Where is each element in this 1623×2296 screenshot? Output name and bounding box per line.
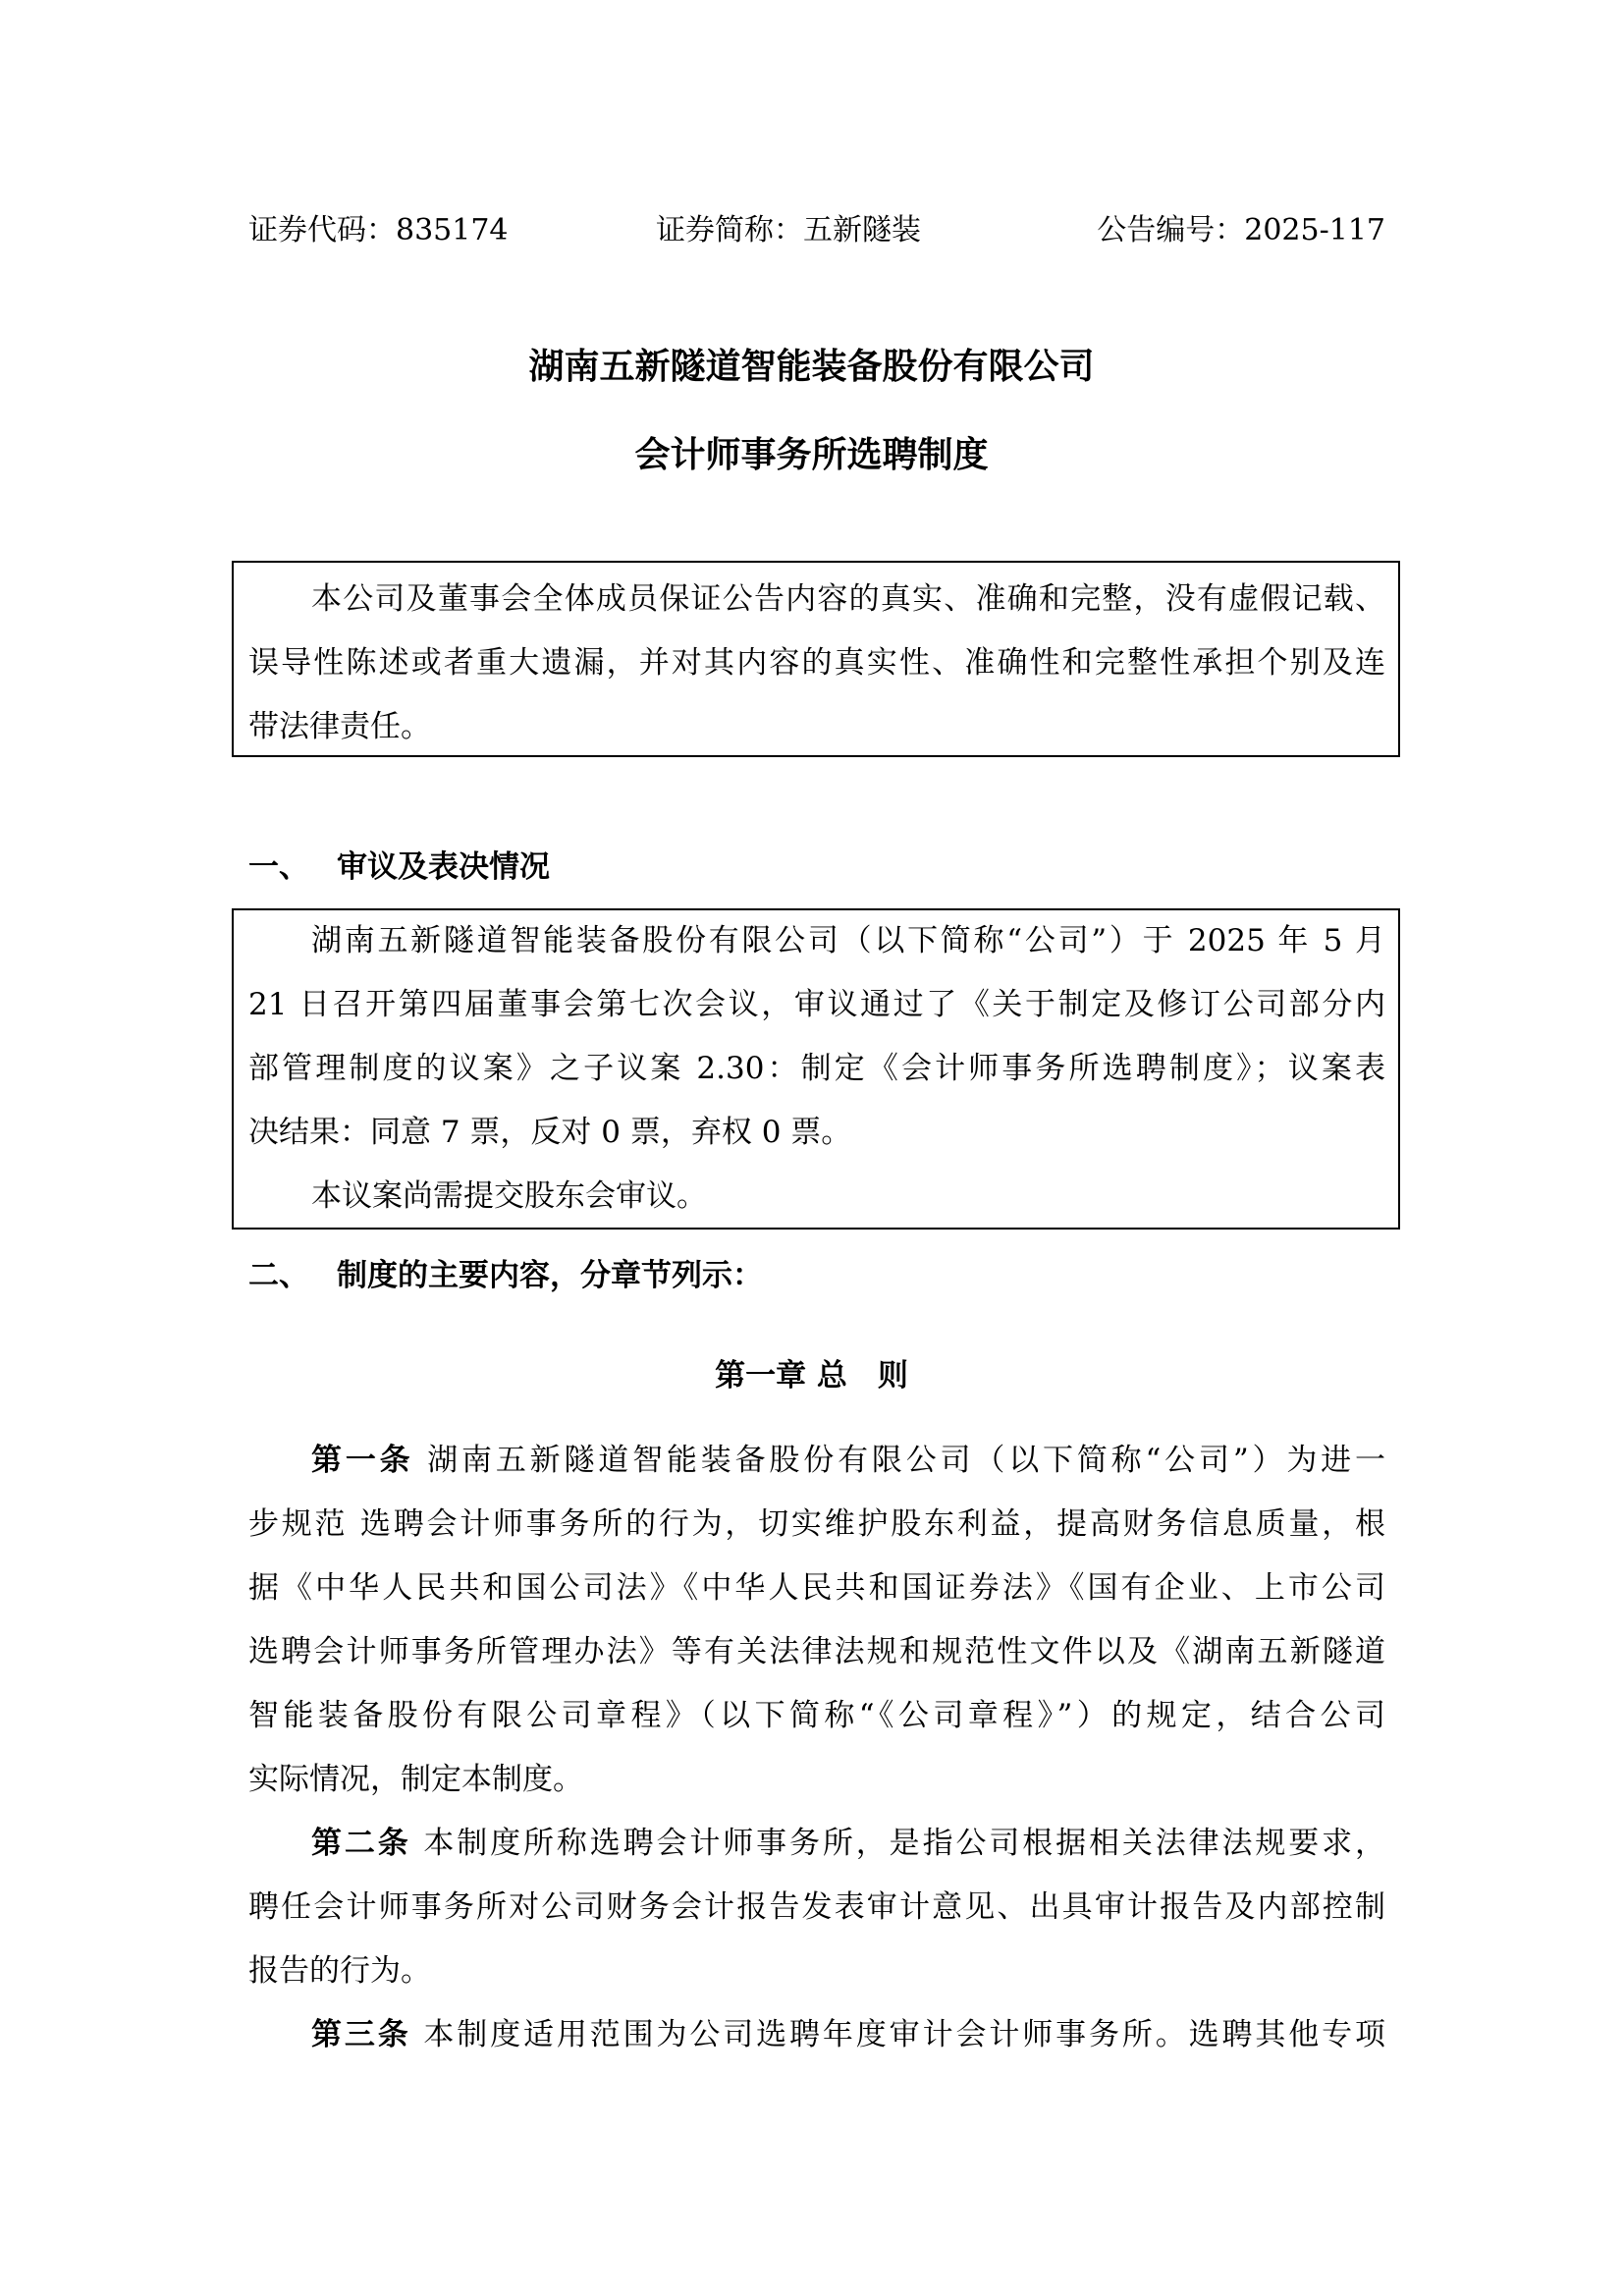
article-3-first-line (248, 2003, 1385, 2067)
section-title: 审议及表决情况 (337, 849, 550, 885)
document-title: 会计师事务所选聘制度 (634, 435, 989, 475)
statement-line: 误导性陈述或者重大遗漏，并对其内容的真实性、准确性和完整性承担个别及连 (248, 645, 1385, 681)
article-text: 本制度适用范围为公司选聘年度审计会计师事务所。选聘其他专项 (410, 2017, 1385, 2052)
article-line: 聘任会计师事务所对公司财务会计报告发表审计意见、出具审计报告及内部控制 (248, 1889, 1385, 1925)
article-line: 据《中华人民共和国公司法》《中华人民共和国证券法》《国有企业、上市公司 (248, 1570, 1385, 1606)
article-line: 选聘会计师事务所管理办法》等有关法律法规和规范性文件以及《湖南五新隧道 (248, 1634, 1385, 1669)
security-code: 证券代码：835174 (248, 213, 509, 247)
section-number: 一、 (248, 849, 309, 885)
article-line: 步规范 选聘会计师事务所的行为，切实维护股东利益，提高财务信息质量，根 (248, 1506, 1385, 1542)
notice-number: 公告编号：2025-117 (1097, 213, 1385, 247)
resolution-line: 湖南五新隧道智能装备股份有限公司（以下简称“公司”）于 2025 年 5 月 (311, 923, 1385, 958)
article-line: 实际情况，制定本制度。 (248, 1762, 583, 1797)
resolution-line: 决结果：同意 7 票，反对 0 票，弃权 0 票。 (248, 1115, 852, 1150)
article-text: 本制度所称选聘会计师事务所，是指公司根据相关法律法规要求， (410, 1826, 1385, 1861)
article-label: 第一条 (311, 1443, 414, 1478)
section-heading-1 (248, 845, 550, 890)
resolution-line: 21 日召开第四届董事会第七次会议，审议通过了《关于制定及修订公司部分内 (248, 987, 1385, 1022)
document-header (248, 208, 1385, 253)
resolution-note: 本议案尚需提交股东会审议。 (311, 1178, 707, 1214)
article-label: 第三条 (311, 2017, 411, 2052)
article-line: 智能装备股份有限公司章程》（以下简称“《公司章程》”）的规定，结合公司 (248, 1698, 1385, 1733)
security-abbreviation: 证券简称：五新隧装 (656, 213, 921, 247)
chapter-title: 第一章 总 则 (715, 1358, 908, 1394)
statement-line: 本公司及董事会全体成员保证公告内容的真实、准确和完整，没有虚假记载、 (311, 581, 1385, 617)
article-text: 湖南五新隧道智能装备股份有限公司（以下简称“公司”）为进一 (413, 1443, 1385, 1478)
section-title: 制度的主要内容，分章节列示： (337, 1258, 763, 1293)
article-1-first-line (248, 1429, 1385, 1493)
company-title: 湖南五新隧道智能装备股份有限公司 (528, 347, 1095, 387)
article-2-first-line (248, 1812, 1385, 1876)
statement-line: 带法律责任。 (248, 709, 431, 744)
resolution-line: 部管理制度的议案》之子议案 2.30：制定《会计师事务所选聘制度》；议案表 (248, 1051, 1385, 1086)
article-line: 报告的行为。 (248, 1953, 431, 1989)
section-number: 二、 (248, 1258, 309, 1293)
section-heading-2 (248, 1253, 763, 1298)
article-label: 第二条 (311, 1826, 411, 1861)
